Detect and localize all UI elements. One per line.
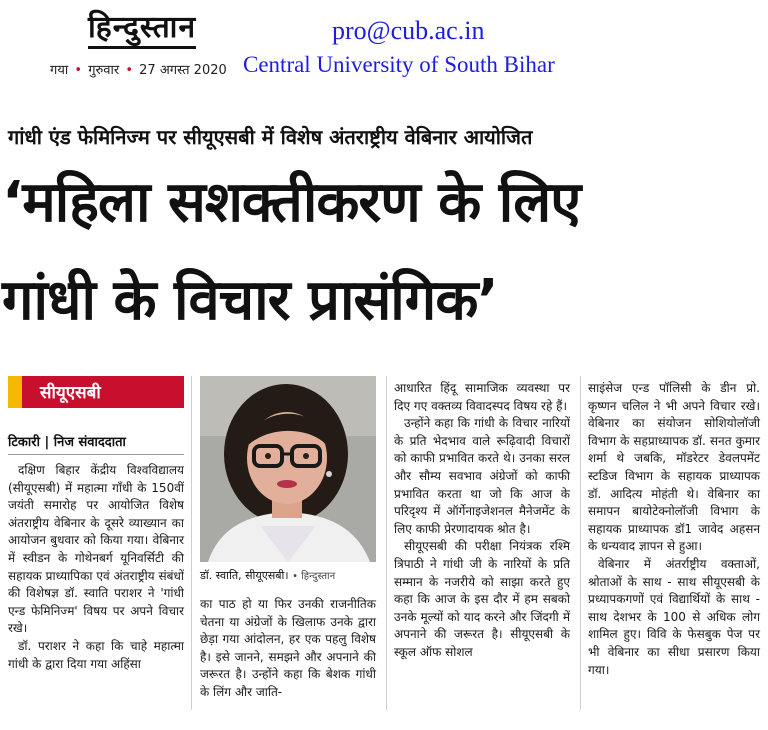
byline-divider [8,454,184,455]
photo-caption [200,568,376,583]
newspaper-name: हिन्दुस्तान [88,10,196,49]
photo-caption-text: डॉ. स्वाति, सीयूएसबी। [200,569,289,582]
column-divider [191,376,192,710]
masthead [0,0,768,100]
article-column-3 [394,380,570,662]
headline-line-1: ‘महिला सशक्तीकरण के लिए [2,170,581,235]
paragraph: डॉ. पराशर ने कहा कि चाहे महात्मा गांधी के द्वारा दिया गया अहिंसा [8,638,184,671]
byline: टिकारी | निज संवाददाता [8,435,126,450]
photo-source: • हिन्दुस्तान [292,571,336,582]
paragraph: का पाठ हो या फिर उनकी राजनीतिक चेतना या अंग्रेजों के खिलाफ उनके द्वारा छेड़ा गया आंदोलन, हर एक पहलु विशेष है। इसे जानने, समझने और अपनाने की जरूरत है। उन्होंने कहा कि बेशक गांधी के लिंग और जाति- [200,597,376,699]
paragraph: आधारित हिंदू सामाजिक व्यवस्था पर दिए गए वक्तव्य विवादस्पद विषय रहे हैं। [394,381,570,413]
section-tag-label: सीयूएसबी [40,383,101,403]
dateline-separator-dot: • [74,63,83,78]
paragraph: उन्होंने कहा कि गांधी के विचार नारियों के प्रति भेदभाव वाले रूढ़िवादी विचारों को काफी प्रभावित करते थे। उनका सरल और सौम्य सवभाव अंग्रेजों को काफी प्रभावित करता था जो कि आज के परिदृश्य में ऑर्गेनाइजेशनल मैनेजमेंट के लिए काफी प्रेरणादायक श्रोत है। [394,416,570,536]
paragraph: साइंसेज एन्ड पॉलिसी के डीन प्रो. कृष्णन चलिल ने भी अपने विचार रखे। वेबिनार का संयोजन सोशियोलॉजी विभाग के सहप्राध्यापक डॉ. सनत कुमार शर्मा थे जबकि, मॉडरेटर डेवलपमेंट स्टडिज विभाग के सहायक प्राध्यापक डॉ. आदित्य मोहंती थे। वेबिनार का समापन बायोटेक्नोलॉजी विभाग के सहायक प्राध्यापक डॉ1 जावेद अहसन के धन्यवाद ज्ञापन से हुआ। [588,381,760,554]
university-name: Central University of South Bihar [243,52,555,77]
dateline-separator-dot: • [125,63,134,78]
dateline-city: गया [50,63,69,78]
dateline [50,60,227,78]
paragraph: वेबिनार में अंतर्राष्ट्रीय वक्ताओं, श्रोताओं के साथ - साथ सीयूएसबी के प्रध्यापकगणों एवं विद्यार्थियों के साथ - साथ देशभर के 100 से अधिक लोग शामिल हुए। विवि के फेसबुक पेज पर भी वेबिनार का सीधा प्रसारण किया गया। [588,556,760,677]
column-divider [580,376,581,710]
speaker-photo [200,376,376,562]
article-column-4 [588,380,760,679]
headline-line-2: गांधी के विचार प्रासंगिक’ [2,268,498,333]
paragraph: सीयूएसबी की परीक्षा नियंत्रक रश्मि त्रिपाठी ने गांधी जी के नारियों के प्रति सम्मान के नजरीये को साझा करते हुए कहा कि आज के इस दौर में हम सबको उनके मूल्यों को याद करने और जिंदगी में अपनाने की जरूरत है। सीयूएसबी के स्कूल ऑफ सोशल [394,539,570,659]
article-column-1 [8,462,184,673]
contact-email: pro@cub.ac.in [332,16,485,45]
section-tag [8,376,184,408]
speaker-portrait-illustration [200,376,376,562]
dateline-day: गुरुवार [88,63,120,78]
paragraph: दक्षिण बिहार केंद्रीय विश्वविद्यालय (सीयूएसबी) में महात्मा गाँधी के 150वीं जयंती समारोह पर आयोजित विशेष अंतराष्ट्रीय वेबिनार के दूसरे व्याख्यान का आयोजन बुधवार को किया गया। वेबिनार में स्वीडन के गोथेनबर्ग यूनिवर्सिटी की सहायक प्राध्यापिका एवं अंतराष्ट्रीय संबंधों की विशेषज्ञ डॉ. स्वाति पराशर ने 'गांधी एन्ड फेमिनिज्म' विषय पर अपने विचार रखे। [8,463,184,636]
column-divider [386,376,387,710]
article-column-2 [200,596,376,702]
dateline-date: 27 अगस्त 2020 [139,63,227,78]
article-kicker: गांधी एंड फेमिनिज्म पर सीयूएसबी में विशेष अंतराष्ट्रीय वेबिनार आयोजित [8,125,533,149]
